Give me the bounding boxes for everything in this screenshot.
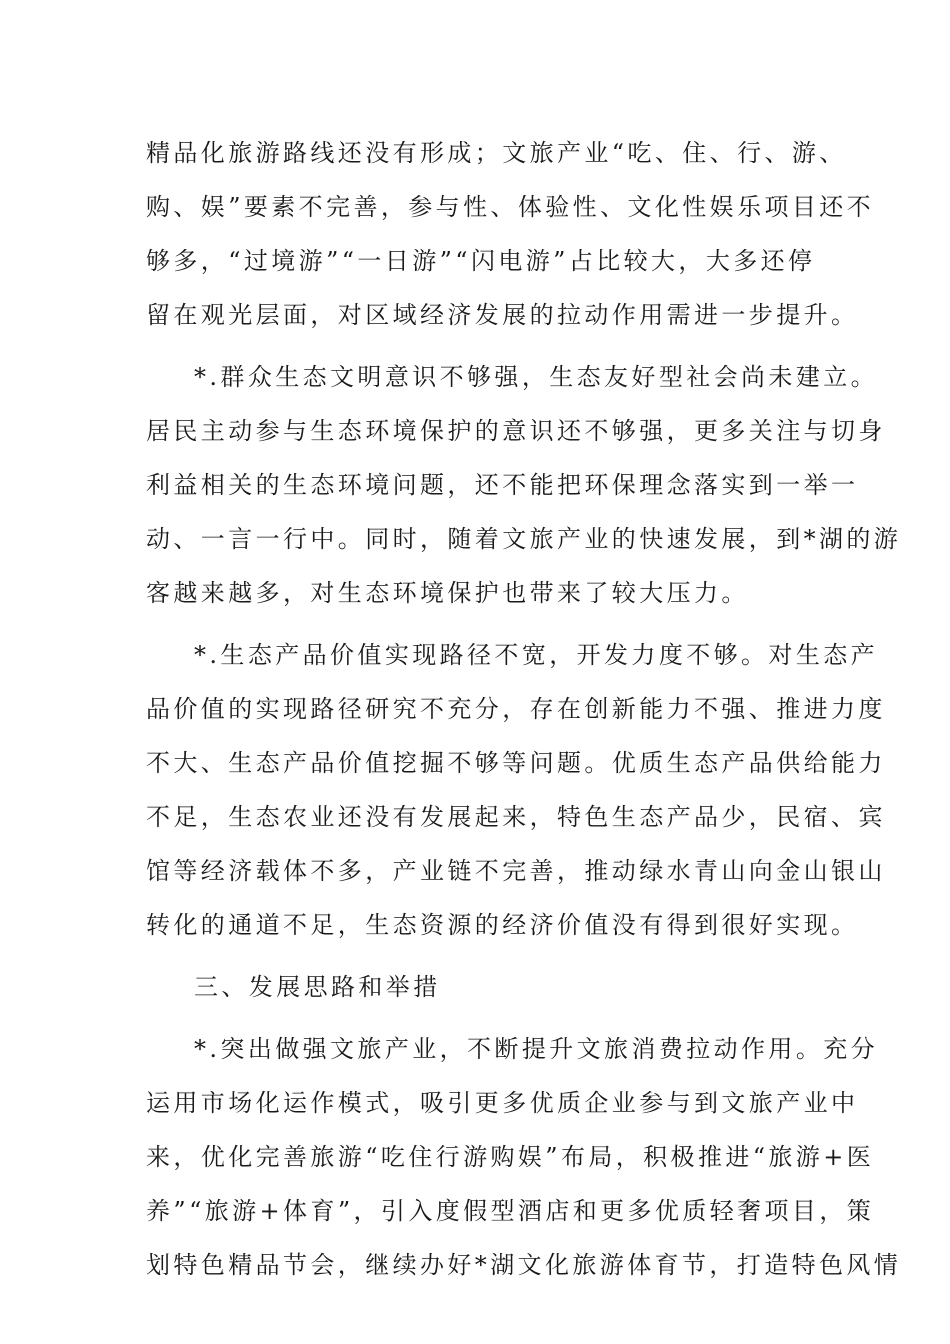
text-line: 留在观光层面，对区域经济发展的拉动作用需进一步提升。 xyxy=(146,301,859,329)
text-line: 够多，“过境游”“一日游”“闪电游”占比较大，大多还停 xyxy=(146,247,816,275)
text-line: 养”“旅游+体育”，引入度假型酒店和更多优质轻奢项目，策 xyxy=(146,1197,875,1225)
paragraph-heading-line: *.群众生态文明意识不够强，生态友好型社会尚未建立。 xyxy=(194,363,879,391)
text-line: 精品化旅游路线还没有形成；文旅产业“吃、住、行、游、 xyxy=(146,139,847,167)
text-line: 不足，生态农业还没有发展起来，特色生态产品少，民宿、宾 xyxy=(146,803,886,831)
paragraph-heading-line: *.生态产品价值实现路径不宽，开发力度不够。对生态产 xyxy=(194,641,879,669)
text-line: 馆等经济载体不多，产业链不完善，推动绿水青山向金山银山 xyxy=(146,857,886,885)
text-line: 运用市场化运作模式，吸引更多优质企业参与到文旅产业中 xyxy=(146,1089,859,1117)
text-line: 品价值的实现路径研究不充分，存在创新能力不强、推进力度 xyxy=(146,695,886,723)
text-line: 转化的通道不足，生态资源的经济价值没有得到很好实现。 xyxy=(146,911,859,939)
text-line: 客越来越多，对生态环境保护也带来了较大压力。 xyxy=(146,579,749,607)
text-line: 动、一言一行中。同时，随着文旅产业的快速发展，到*湖的游 xyxy=(146,525,902,553)
text-line: 购、娱”要素不完善，参与性、体验性、文化性娱乐项目还不 xyxy=(146,193,875,221)
text-line: 居民主动参与生态环境保护的意识还不够强，更多关注与切身 xyxy=(146,417,886,445)
text-line: 来，优化完善旅游“吃住行游购娱”布局，积极推进“旅游+医 xyxy=(146,1143,875,1171)
text-line: 利益相关的生态环境问题，还不能把环保理念落实到一举一 xyxy=(146,471,859,499)
text-line: 划特色精品节会，继续办好*湖文化旅游体育节，打造特色风情 xyxy=(146,1251,902,1279)
paragraph-heading-line: *.突出做强文旅产业，不断提升文旅消费拉动作用。充分 xyxy=(194,1035,879,1063)
text-line: 不大、生态产品价值挖掘不够等问题。优质生态产品供给能力 xyxy=(146,749,886,777)
document-body xyxy=(146,126,902,1292)
section-heading: 三、发展思路和举措 xyxy=(194,973,441,1001)
